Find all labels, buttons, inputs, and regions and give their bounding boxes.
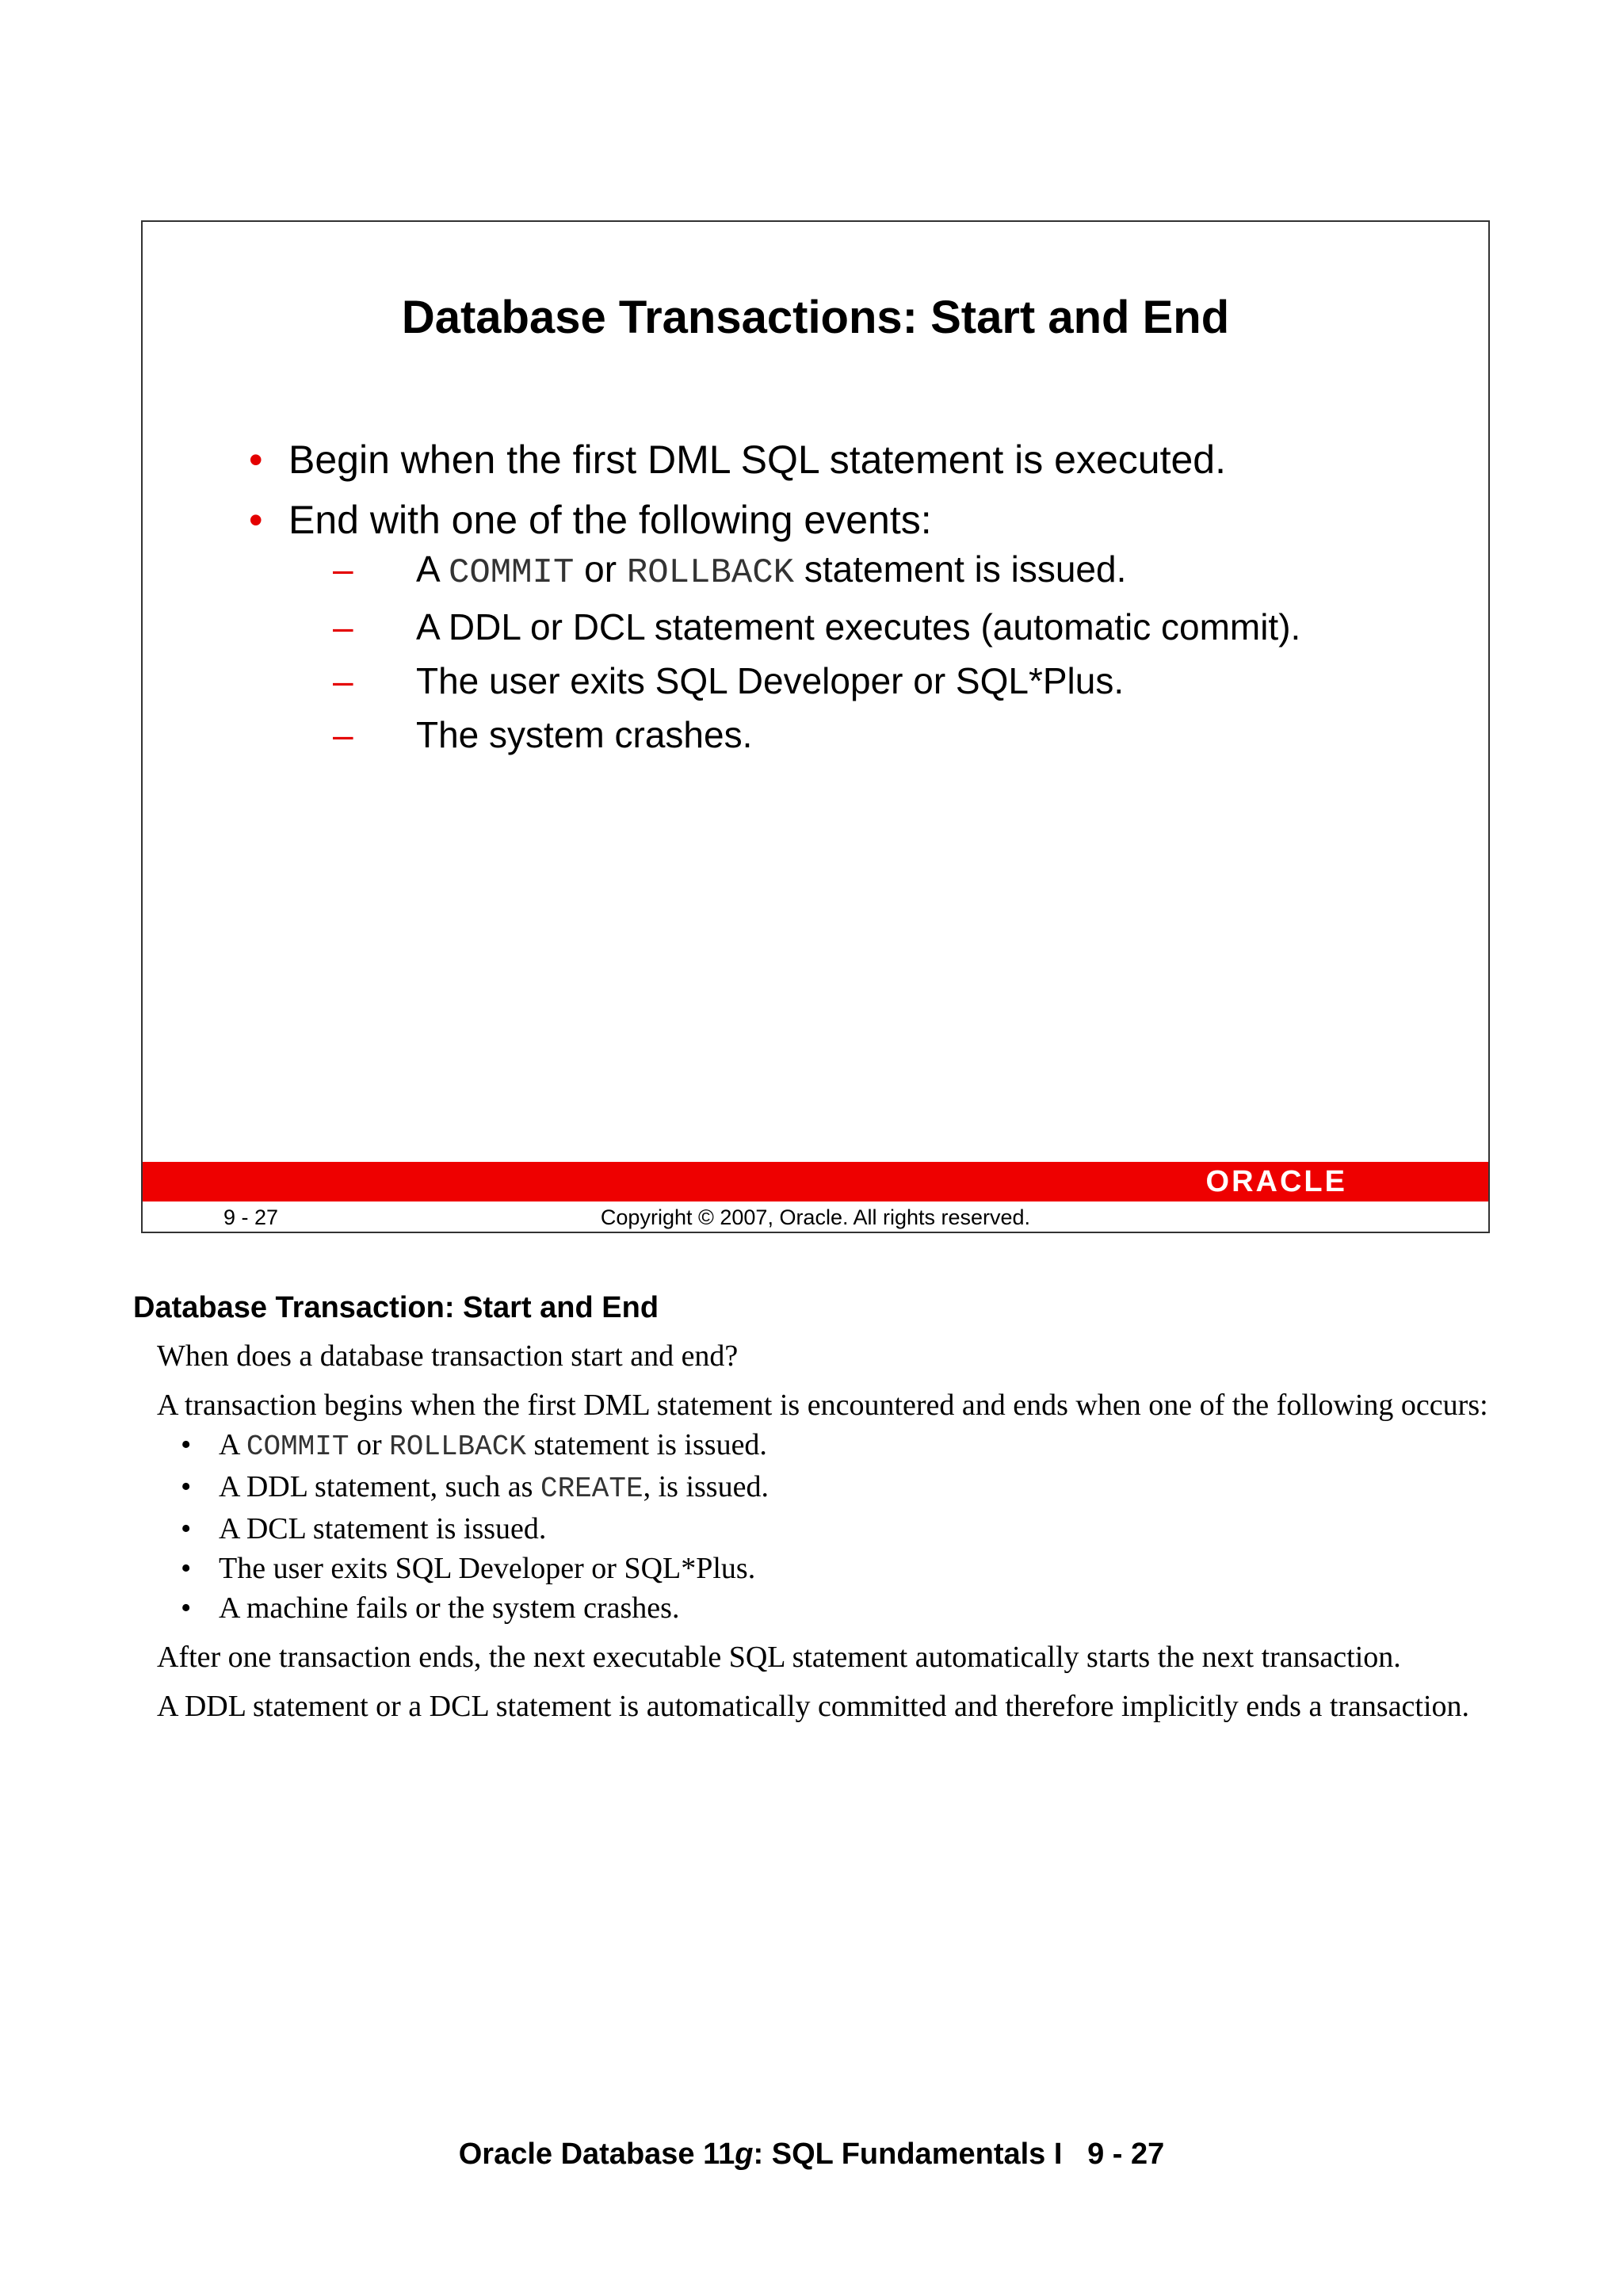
notes-item-user-exits (157, 1549, 1488, 1588)
text-fragment: or (349, 1428, 390, 1461)
slide-red-band (143, 1162, 1488, 1201)
notes-item-ddl (157, 1467, 1488, 1509)
text-fragment: , is issued. (643, 1470, 769, 1503)
text-fragment: statement is issued. (794, 548, 1127, 590)
bullet-marker: • (181, 1428, 192, 1461)
slide-sub-item-user-exits (333, 659, 1300, 703)
slide-bullet-list (249, 436, 1300, 770)
notes-list (157, 1425, 1488, 1628)
bullet-marker: • (249, 498, 263, 542)
notes-item-text: A machine fails or the system crashes. (219, 1591, 680, 1625)
notes-question: When does a database transaction start and end? (157, 1339, 739, 1373)
notes-item-dcl (157, 1509, 1488, 1549)
bullet-marker: • (181, 1591, 192, 1625)
notes-item-commit (157, 1425, 1488, 1467)
footer-prefix: Oracle Database 11 (458, 2137, 735, 2171)
bullet-marker: • (181, 1470, 192, 1503)
notes-ddl-dcl-commit: A DDL statement or a DCL statement is automatically committed and therefore implicitly ends a transaction. (157, 1690, 1470, 1723)
dash-marker: – (333, 660, 353, 701)
slide-sub-item-ddl-dcl (333, 605, 1300, 649)
slide-bullet-text: Begin when the first DML SQL statement is executed. (288, 437, 1226, 482)
notes-title: Database Transaction: Start and End (133, 1291, 659, 1324)
slide-bullet-begin (249, 436, 1300, 483)
code-commit: COMMIT (448, 553, 575, 593)
slide-sub-item-system-crashes (333, 712, 1300, 757)
text-fragment: statement is issued. (525, 1428, 767, 1461)
copyright: Copyright © 2007, Oracle. All rights reserved. (600, 1205, 1031, 1229)
slide-sub-item-commit (333, 547, 1300, 595)
notes-intro: A transaction begins when the first DML statement is encountered and ends when one of the following occurs: (157, 1389, 1488, 1422)
slide-title: Database Transactions: Start and End (401, 292, 1230, 343)
slide-page-number: 9 - 27 (223, 1205, 279, 1229)
text-fragment: A (416, 548, 449, 590)
dash-marker: – (333, 714, 353, 755)
slide-bullet-text: End with one of the following events: (288, 498, 932, 542)
slide-sub-item-text: A DDL or DCL statement executes (automatic commit). (416, 606, 1301, 648)
slide-footer (143, 1201, 1488, 1233)
text-fragment: A (219, 1428, 246, 1461)
text-fragment: A DDL statement, such as (219, 1470, 540, 1503)
slide-sub-item-text: The user exits SQL Developer or SQL*Plus. (416, 660, 1125, 701)
footer-suffix: : SQL Fundamentals I 9 - 27 (753, 2137, 1165, 2171)
notes-body (157, 1336, 1488, 1736)
code-create: CREATE (540, 1473, 643, 1505)
notes-item-machine-fails (157, 1588, 1488, 1628)
slide-sub-list (288, 547, 1300, 757)
bullet-marker: • (249, 437, 263, 482)
slide-bullet-end (249, 496, 1300, 757)
code-rollback: ROLLBACK (626, 553, 795, 593)
slide-sub-item-text: The system crashes. (416, 714, 753, 755)
dash-marker: – (333, 548, 353, 590)
bullet-marker: • (181, 1552, 192, 1585)
text-fragment: or (574, 548, 627, 590)
page-footer (0, 2137, 1623, 2172)
notes-item-text: The user exits SQL Developer or SQL*Plus. (219, 1552, 756, 1585)
slide-frame (141, 220, 1490, 1233)
oracle-logo: ORACLE (1205, 1165, 1347, 1198)
code-commit: COMMIT (246, 1431, 349, 1463)
notes-after: After one transaction ends, the next executable SQL statement automatically starts the next transaction. (157, 1641, 1401, 1674)
dash-marker: – (333, 606, 353, 648)
notes-item-text: A DCL statement is issued. (219, 1512, 547, 1545)
footer-italic: g (735, 2137, 754, 2171)
code-rollback: ROLLBACK (389, 1431, 526, 1463)
bullet-marker: • (181, 1512, 192, 1545)
